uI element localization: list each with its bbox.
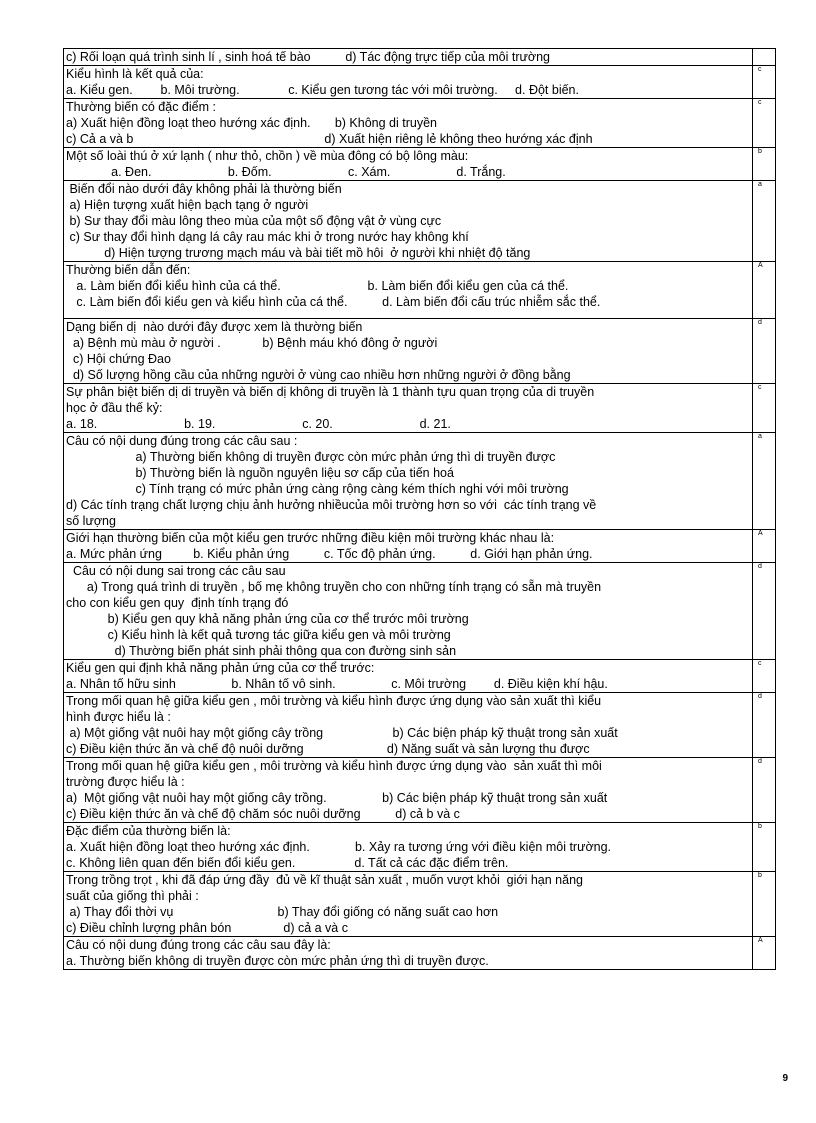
question-line: Câu có nội dung đúng trong các câu sau :	[66, 434, 298, 448]
question-line: Một số loài thú ở xứ lạnh ( như thỏ, chồn ) về mùa đông có bộ lông màu:	[66, 149, 469, 163]
question-line: a. Nhân tố hữu sinh b. Nhân tố vô sinh. c. Môi trường d. Điều kiện khí hậu.	[66, 677, 608, 691]
question-text	[63, 66, 753, 98]
answer-key: c	[753, 66, 776, 98]
question-line: a) Bệnh mù màu ở người . b) Bệnh máu khó đông ở người	[66, 336, 438, 350]
question-line: a. 18. b. 19. c. 20. d. 21.	[66, 417, 451, 431]
question-line: Câu có nội dung đúng trong các câu sau đây là:	[66, 938, 331, 952]
question-line: a) Thường biến không di truyền được còn mức phản ứng thì di truyền được	[66, 450, 556, 464]
question-line: Trong mối quan hệ giữa kiểu gen , môi trường và kiểu hình được ứng dụng vào sản xuất thì môi	[66, 759, 602, 773]
question-line: Thường biến có đặc điểm :	[66, 100, 216, 114]
question-text	[63, 872, 753, 936]
question-text	[63, 823, 753, 871]
question-line: Biến đổi nào dưới đây không phải là thường biến	[66, 182, 342, 196]
question-line: Trong trồng trọt , khi đã đáp ứng đầy đủ về kĩ thuật sản xuất , muốn vượt khỏi giới hạn năng	[66, 873, 583, 887]
question-line: c. Không liên quan đến biến đổi kiểu gen. d. Tất cả các đặc điểm trên.	[66, 856, 509, 870]
question-line: cho con kiểu gen quy định tính trạng đó	[66, 596, 289, 610]
question-line: Câu có nội dung sai trong các câu sau	[66, 564, 286, 578]
question-line: a. Làm biến đổi kiểu hình của cá thể. b. Làm biến đổi kiểu gen của cá thể.	[66, 279, 569, 293]
question-line: c) Điều kiện thức ăn và chế độ nuôi dưỡng d) Năng suất và sản lượng thu được	[66, 742, 590, 756]
question-row	[63, 757, 776, 822]
question-row	[63, 871, 776, 936]
question-line: Thường biến dẫn đến:	[66, 263, 191, 277]
question-line: c) Kiểu hình là kết quả tương tác giữa kiểu gen và môi trường	[66, 628, 451, 642]
question-line: c) Điều chỉnh lượng phân bón d) cả a và c	[66, 921, 348, 935]
question-text	[63, 49, 753, 65]
question-text	[63, 262, 753, 318]
answer-key: A	[753, 937, 776, 969]
answer-key: c	[753, 660, 776, 692]
question-line: d) Thường biến phát sinh phải thông qua con đường sinh sản	[66, 644, 457, 658]
page-number: 9	[782, 1073, 788, 1084]
question-text	[63, 319, 753, 383]
question-line: học ở đầu thế kỷ:	[66, 401, 163, 415]
answer-key: A	[753, 530, 776, 562]
question-text	[63, 937, 753, 969]
question-text	[63, 563, 753, 659]
question-line: số lượng	[66, 514, 116, 528]
question-line: Đặc điểm của thường biến là:	[66, 824, 231, 838]
question-text	[63, 660, 753, 692]
question-text	[63, 99, 753, 147]
question-row	[63, 432, 776, 529]
question-line: a. Xuất hiện đồng loạt theo hướng xác định. b. Xảy ra tương ứng với điều kiện môi trường.	[66, 840, 612, 854]
answer-key: d	[753, 693, 776, 757]
question-line: Giới hạn thường biến của một kiểu gen trước những điều kiện môi trường khác nhau là:	[66, 531, 555, 545]
question-line: c) Sư thay đổi hình dạng lá cây rau mác khi ở trong nước hay không khí	[66, 230, 469, 244]
spacer	[66, 310, 752, 318]
question-line: Dạng biến dị nào dưới đây được xem là thường biến	[66, 320, 363, 334]
answer-key: c	[753, 99, 776, 147]
question-line: a. Mức phản ứng b. Kiểu phản ứng c. Tốc độ phản ứng. d. Giới hạn phản ứng.	[66, 547, 593, 561]
question-text	[63, 693, 753, 757]
question-row	[63, 318, 776, 383]
question-line: hình được hiểu là :	[66, 710, 171, 724]
question-line: a. Đen. b. Đốm. c. Xám. d. Trắng.	[66, 165, 506, 179]
question-text	[63, 758, 753, 822]
question-line: b) Kiểu gen quy khả năng phản ứng của cơ thể trước môi trường	[66, 612, 469, 626]
answer-key: A	[753, 262, 776, 318]
question-line: c) Điều kiện thức ăn và chế độ chăm sóc nuôi dưỡng d) cả b và c	[66, 807, 460, 821]
question-line: a) Một giống vật nuôi hay một giống cây trồng. b) Các biện pháp kỹ thuật trong sản xuất	[66, 791, 608, 805]
question-line: c) Rối loạn quá trình sinh lí , sinh hoá tế bào d) Tác động trực tiếp của môi trường	[66, 50, 550, 64]
question-row	[63, 98, 776, 147]
question-line: a) Thay đổi thời vụ b) Thay đổi giống có năng suất cao hơn	[66, 905, 499, 919]
answer-key: a	[753, 181, 776, 261]
question-table	[63, 48, 776, 970]
question-line: Sự phân biệt biến dị di truyền và biến dị không di truyền là 1 thành tựu quan trọng của di truyền	[66, 385, 595, 399]
question-line: a) Một giống vật nuôi hay một giống cây trồng b) Các biện pháp kỹ thuật trong sản xuất	[66, 726, 618, 740]
question-line: trường được hiểu là :	[66, 775, 185, 789]
question-text	[63, 530, 753, 562]
question-line: b) Thường biến là nguồn nguyên liệu sơ cấp của tiến hoá	[66, 466, 454, 480]
question-line: suất của giống thì phải :	[66, 889, 199, 903]
answer-key: d	[753, 758, 776, 822]
answer-key: a	[753, 433, 776, 529]
question-line: b) Sư thay đổi màu lông theo mùa của một số động vật ở vùng cực	[66, 214, 442, 228]
question-line: a. Kiểu gen. b. Môi trường. c. Kiểu gen tương tác với môi trường. d. Đột biến.	[66, 83, 579, 97]
question-line: Kiểu hình là kết quả của:	[66, 67, 204, 81]
answer-key: b	[753, 872, 776, 936]
question-line: a. Thường biến không di truyền được còn mức phản ứng thì di truyền được.	[66, 954, 489, 968]
question-row	[63, 529, 776, 562]
question-text	[63, 181, 753, 261]
question-row	[63, 692, 776, 757]
question-row	[63, 48, 776, 65]
question-line: Trong mối quan hệ giữa kiểu gen , môi trường và kiểu hình được ứng dụng vào sản xuất thì kiểu	[66, 694, 602, 708]
question-line: d) Hiện tượng trương mạch máu và bài tiết mồ hôi ở người khi nhiệt độ tăng	[66, 246, 531, 260]
answer-key	[753, 49, 776, 65]
question-line: c. Làm biến đổi kiểu gen và kiểu hình của cá thể. d. Làm biến đổi cấu trúc nhiễm sắc thể.	[66, 295, 601, 309]
question-line: c) Tính trạng có mức phản ứng càng rộng càng kém thích nghi với môi trường	[66, 482, 569, 496]
answer-key: b	[753, 148, 776, 180]
question-line: a) Trong quá trình di truyền , bố mẹ không truyền cho con những tính trạng có sẵn mà truyền	[66, 580, 602, 594]
question-line: d) Số lượng hồng cầu của những người ở vùng cao nhiều hơn những người ở đồng bằng	[66, 368, 571, 382]
question-row	[63, 147, 776, 180]
question-row	[63, 180, 776, 261]
question-row	[63, 65, 776, 98]
question-line: a) Xuất hiện đồng loạt theo hướng xác định. b) Không di truyền	[66, 116, 437, 130]
answer-key: d	[753, 563, 776, 659]
question-line: c) Hội chứng Đao	[66, 352, 171, 366]
question-row	[63, 936, 776, 970]
question-row	[63, 261, 776, 318]
question-row	[63, 383, 776, 432]
answer-key: d	[753, 319, 776, 383]
question-text	[63, 384, 753, 432]
question-text	[63, 433, 753, 529]
question-row	[63, 659, 776, 692]
question-line: d) Các tính trạng chất lượng chịu ảnh hưởng nhiềucủa môi trường hơn so với các tính trạng về	[66, 498, 597, 512]
question-text	[63, 148, 753, 180]
question-line: c) Cả a và b d) Xuất hiện riêng lẻ không theo hướng xác định	[66, 132, 593, 146]
question-line: a) Hiện tượng xuất hiện bạch tạng ở người	[66, 198, 309, 212]
question-line: Kiểu gen qui định khả năng phản ứng của cơ thể trước:	[66, 661, 375, 675]
answer-key: c	[753, 384, 776, 432]
question-row	[63, 562, 776, 659]
question-row	[63, 822, 776, 871]
answer-key: b	[753, 823, 776, 871]
